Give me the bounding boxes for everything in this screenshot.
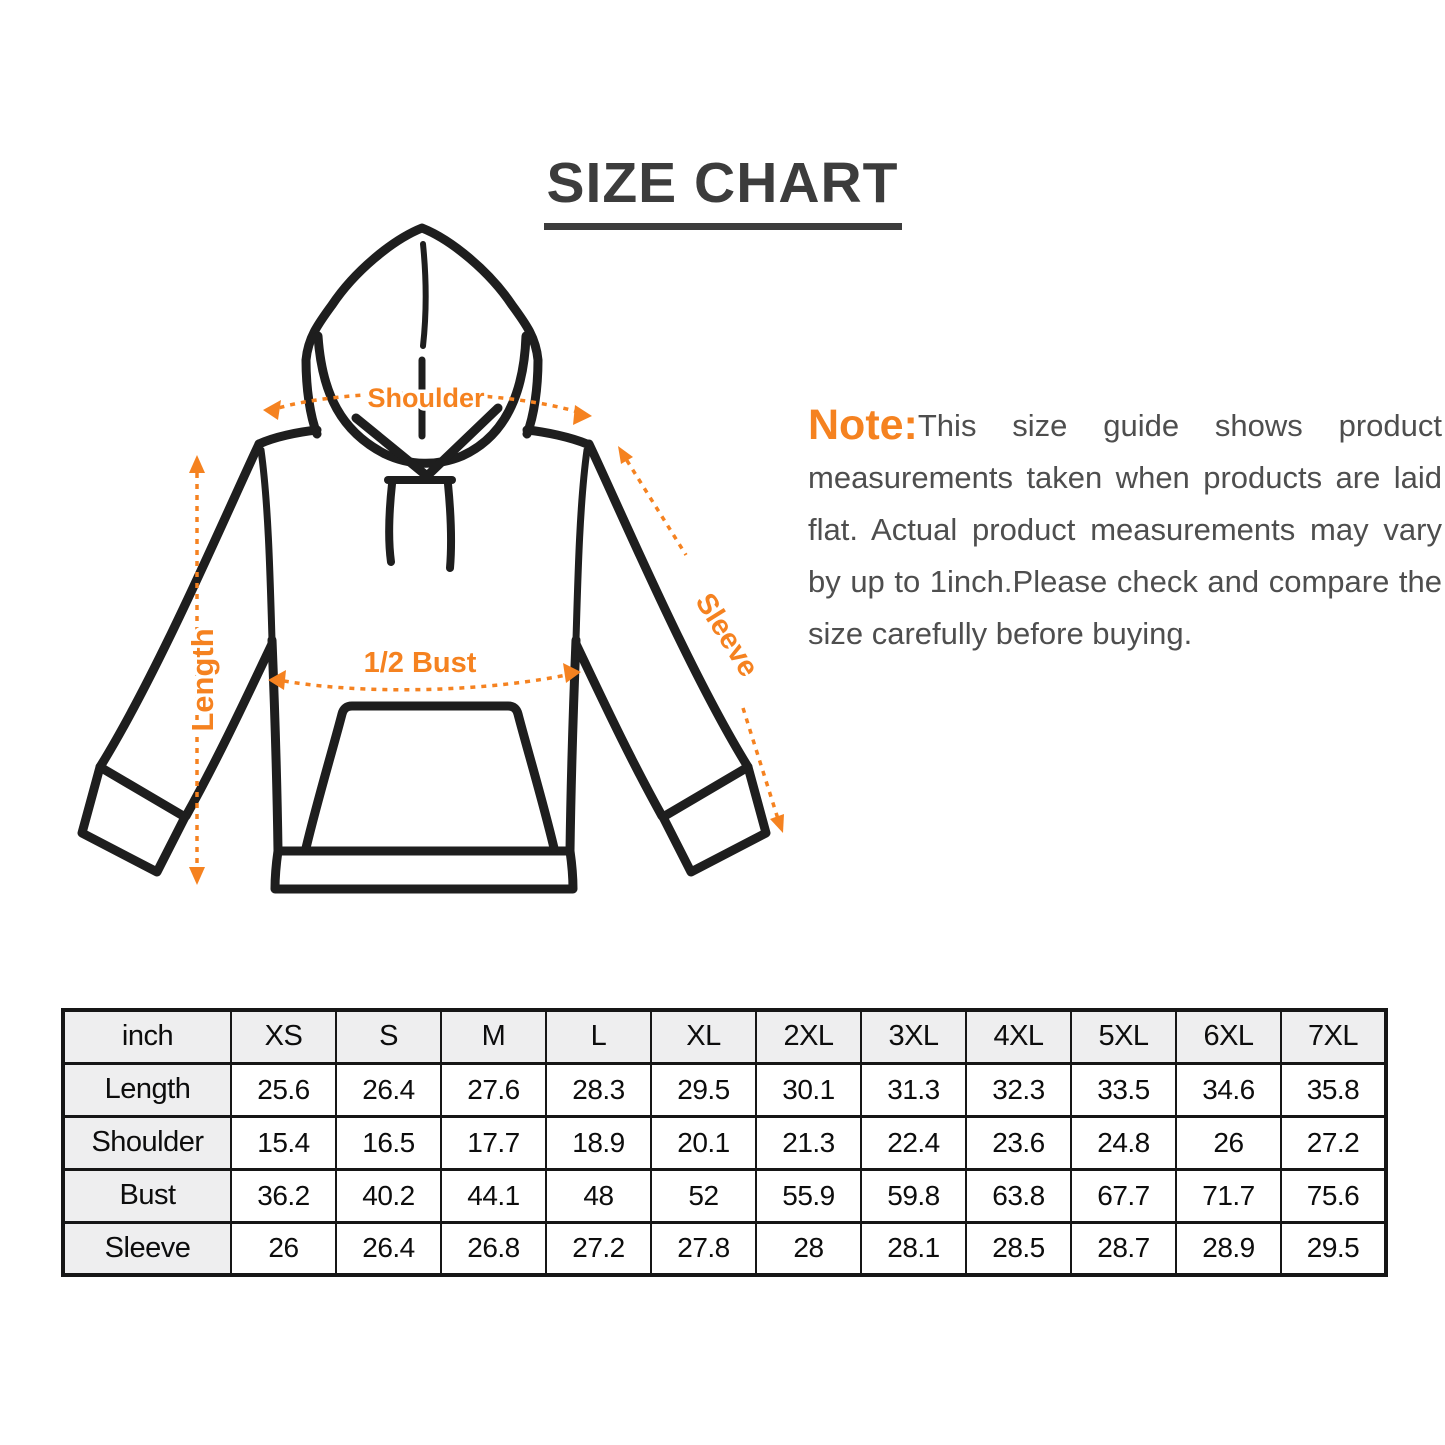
note-label: Note: [808, 401, 918, 449]
size-column-header: XS [231, 1010, 336, 1063]
size-column-header: M [441, 1010, 546, 1063]
measurement-cell: 35.8 [1281, 1063, 1386, 1116]
measurement-cell: 28 [756, 1222, 861, 1275]
drawstring-left [389, 484, 392, 562]
hood-crease [423, 244, 426, 346]
length-arrowhead-top [189, 455, 205, 473]
hem-band [275, 851, 573, 889]
shoulder-arrowhead-left [263, 400, 281, 420]
measurement-cell: 28.7 [1071, 1222, 1176, 1275]
size-column-header: 2XL [756, 1010, 861, 1063]
length-measure-label: Length [185, 628, 220, 732]
measurement-cell: 24.8 [1071, 1116, 1176, 1169]
size-column-header: L [546, 1010, 651, 1063]
measurement-cell: 27.2 [546, 1222, 651, 1275]
shoulder-seam-right [527, 430, 587, 444]
bust-measure-label: 1/2 Bust [363, 647, 477, 679]
shoulder-seam-left [259, 430, 317, 444]
size-column-header: 6XL [1176, 1010, 1281, 1063]
drawstring-right [448, 484, 451, 568]
measurement-cell: 31.3 [861, 1063, 966, 1116]
hoodie-outline-group [82, 228, 766, 889]
measurement-cell: 21.3 [756, 1116, 861, 1169]
table-row [63, 1063, 1386, 1116]
measurement-cell: 55.9 [756, 1169, 861, 1222]
measurement-cell: 63.8 [966, 1169, 1071, 1222]
measurement-cell: 26 [1176, 1116, 1281, 1169]
torso-left [272, 640, 278, 851]
size-column-header: 3XL [861, 1010, 966, 1063]
sleeve-measure-label: Sleeve [688, 587, 765, 683]
measurement-cell: 59.8 [861, 1169, 966, 1222]
hoodie-diagram [70, 210, 810, 950]
measurement-cell: 27.6 [441, 1063, 546, 1116]
measurement-cell: 33.5 [1071, 1063, 1176, 1116]
measurement-cell: 18.9 [546, 1116, 651, 1169]
table-row [63, 1116, 1386, 1169]
sleeve-arrowhead-bottom [770, 814, 784, 833]
cuff-left [82, 767, 185, 872]
measurement-cell: 15.4 [231, 1116, 336, 1169]
measurement-cell: 36.2 [231, 1169, 336, 1222]
measurement-cell: 28.5 [966, 1222, 1071, 1275]
size-column-header: 4XL [966, 1010, 1071, 1063]
size-column-header: 7XL [1281, 1010, 1386, 1063]
measurement-cell: 27.2 [1281, 1116, 1386, 1169]
sleeve-arrowhead-top [618, 446, 633, 464]
measurement-cell: 29.5 [651, 1063, 756, 1116]
measurement-cell: 23.6 [966, 1116, 1071, 1169]
row-label: Bust [63, 1169, 231, 1222]
measurement-cell: 48 [546, 1169, 651, 1222]
shoulder-measure-label: Shoulder [367, 383, 485, 413]
measurement-cell: 25.6 [231, 1063, 336, 1116]
sleeve-right-inner [576, 644, 662, 816]
measurement-cell: 26.4 [336, 1222, 441, 1275]
measurement-cell: 20.1 [651, 1116, 756, 1169]
kangaroo-pocket [306, 706, 554, 848]
page-title: SIZE CHART [544, 150, 902, 230]
row-label: Sleeve [63, 1222, 231, 1275]
measurement-cell: 67.7 [1071, 1169, 1176, 1222]
measurement-cell: 16.5 [336, 1116, 441, 1169]
measurement-cell: 40.2 [336, 1169, 441, 1222]
measurement-cell: 28.1 [861, 1222, 966, 1275]
measurement-cell: 29.5 [1281, 1222, 1386, 1275]
note-paragraph [808, 400, 1442, 660]
armhole-right [576, 450, 587, 640]
measurement-cell: 17.7 [441, 1116, 546, 1169]
table-row [63, 1169, 1386, 1222]
measurement-cell: 52 [651, 1169, 756, 1222]
measurement-cell: 26.4 [336, 1063, 441, 1116]
row-label: Length [63, 1063, 231, 1116]
unit-header: inch [63, 1010, 231, 1063]
armhole-left [261, 450, 272, 640]
measurement-cell: 30.1 [756, 1063, 861, 1116]
shoulder-arrowhead-right [573, 405, 592, 425]
note-text: This size guide shows product measurements taken when products are laid flat. Actual product measurements may vary by up to 1inch.Please check and compare the size carefully before buying. [808, 408, 1442, 651]
size-table [61, 1008, 1388, 1277]
row-label: Shoulder [63, 1116, 231, 1169]
measurement-cell: 28.9 [1176, 1222, 1281, 1275]
measurement-cell: 32.3 [966, 1063, 1071, 1116]
measurement-cell: 22.4 [861, 1116, 966, 1169]
table-header-row [63, 1010, 1386, 1063]
cuff-right [663, 767, 766, 872]
measurement-cell: 44.1 [441, 1169, 546, 1222]
size-column-header: S [336, 1010, 441, 1063]
measurement-cell: 26 [231, 1222, 336, 1275]
size-column-header: 5XL [1071, 1010, 1176, 1063]
table-row [63, 1222, 1386, 1275]
measurement-cell: 26.8 [441, 1222, 546, 1275]
measurement-cell: 34.6 [1176, 1063, 1281, 1116]
measurement-cell: 75.6 [1281, 1169, 1386, 1222]
length-arrowhead-bottom [189, 867, 205, 885]
measurement-cell: 71.7 [1176, 1169, 1281, 1222]
measurement-cell: 27.8 [651, 1222, 756, 1275]
size-column-header: XL [651, 1010, 756, 1063]
measurement-cell: 28.3 [546, 1063, 651, 1116]
